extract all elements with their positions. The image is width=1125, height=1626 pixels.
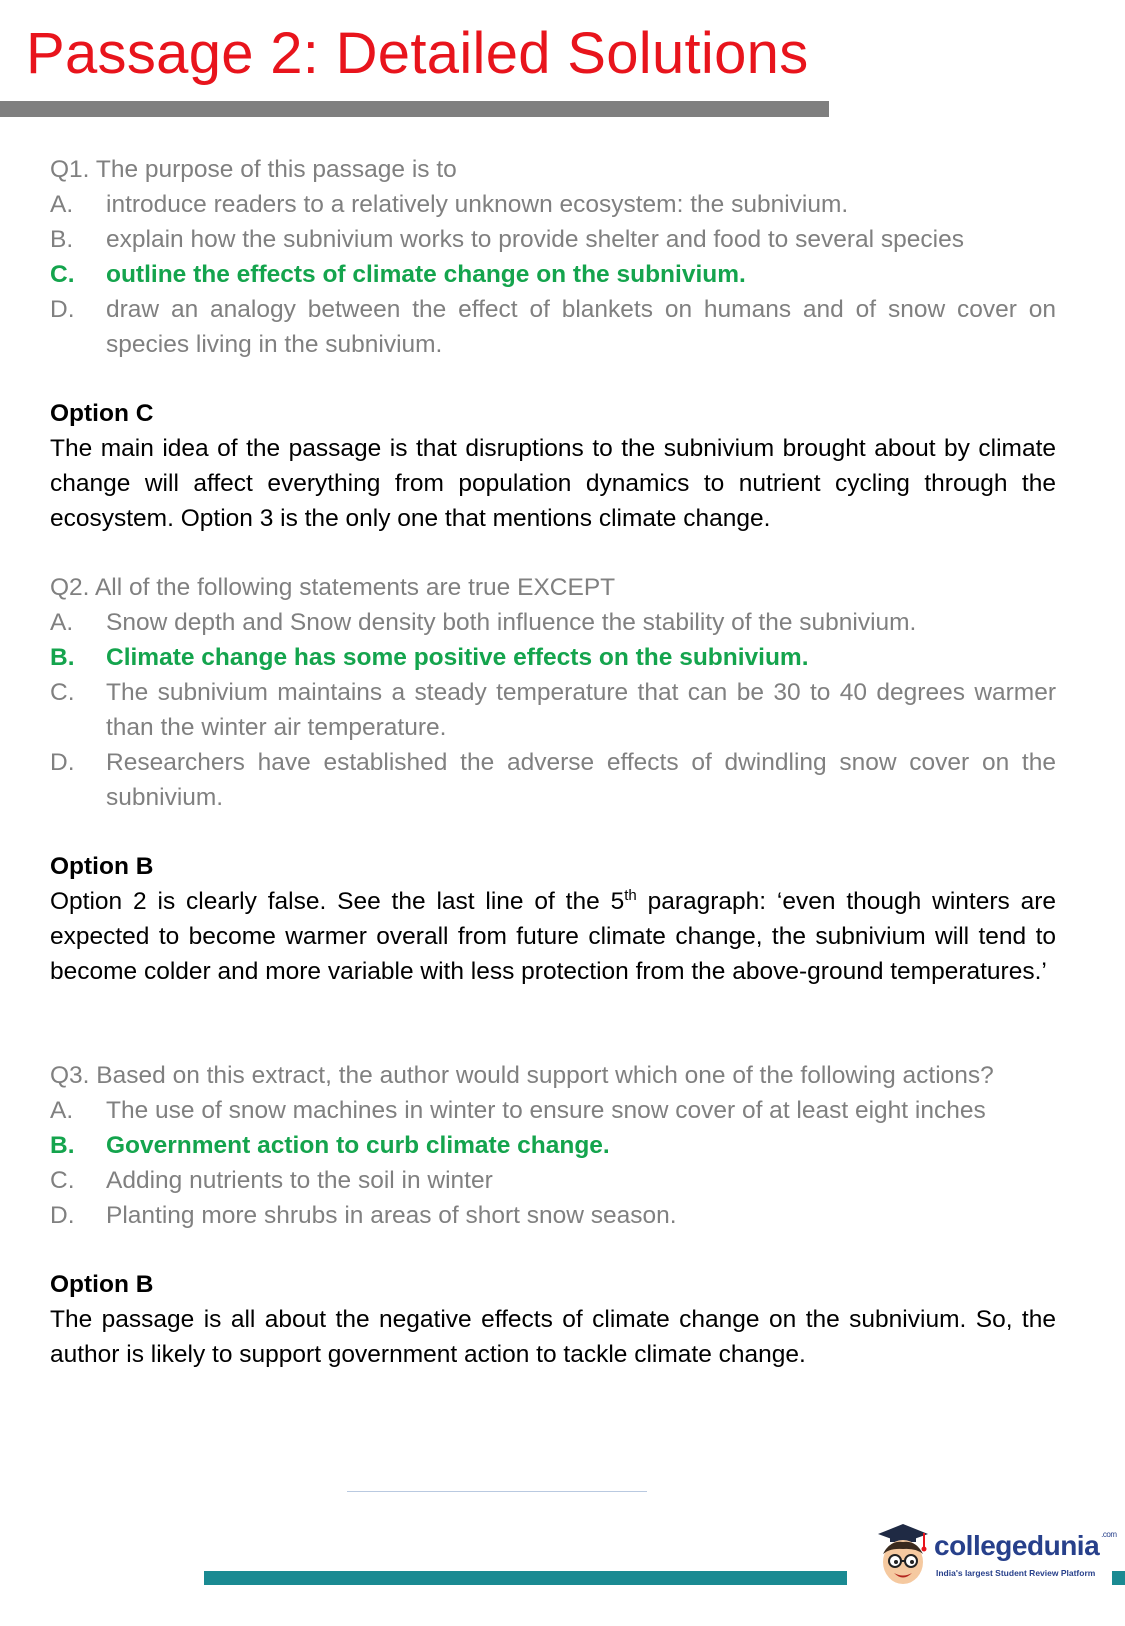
option-text: Adding nutrients to the soil in winter (106, 1167, 493, 1194)
option-a (50, 1093, 1056, 1128)
answer-explanation (50, 884, 1056, 989)
question-block-1 (50, 152, 1056, 536)
option-d (50, 745, 1056, 815)
option-text: introduce readers to a relatively unknown ecosystem: the subnivium. (106, 191, 849, 218)
option-text: The subnivium maintains a steady temperature that can be 30 to 40 degrees warmer than the winter air temperature. (106, 679, 1056, 741)
option-label: B. (50, 644, 75, 671)
answer-explanation: The passage is all about the negative effects of climate change on the subnivium. So, the author is likely to support government action to tackle climate change. (50, 1306, 1056, 1368)
brand-suffix: .com (1101, 1530, 1117, 1539)
option-label: A. (50, 191, 74, 218)
option-text: outline the effects of climate change on the subnivium. (106, 261, 746, 288)
explanation-text: Option 2 is clearly false. See the last line of the 5 (50, 888, 625, 915)
option-text: Snow depth and Snow density both influence the stability of the subnivium. (106, 609, 917, 636)
option-text: Government action to curb climate change. (106, 1132, 610, 1159)
brand-text: collegedunia (934, 1530, 1100, 1561)
footer-accent-bar-end (1112, 1571, 1125, 1585)
answer-heading: Option B (50, 853, 154, 880)
option-label: C. (50, 679, 75, 706)
student-mascot-icon (872, 1518, 934, 1593)
brand-tagline: India's largest Student Review Platform (936, 1568, 1096, 1578)
collegedunia-logo[interactable] (872, 1518, 1117, 1593)
answer-heading: Option B (50, 1271, 154, 1298)
option-text: The use of snow machines in winter to ensure snow cover of at least eight inches (106, 1097, 986, 1124)
option-label: D. (50, 296, 75, 323)
option-b-correct (50, 1128, 1056, 1163)
option-text: Climate change has some positive effects on the subnivium. (106, 644, 809, 671)
ordinal-suffix: th (624, 887, 637, 904)
option-label: B. (50, 1132, 75, 1159)
option-c (50, 1163, 1056, 1198)
question-text: Q1. The purpose of this passage is to (50, 156, 457, 183)
option-label: A. (50, 609, 74, 636)
solutions-content (50, 152, 1056, 1372)
option-c-correct (50, 257, 1056, 292)
question-text: Q2. All of the following statements are true EXCEPT (50, 574, 616, 601)
title-underline-bar (0, 101, 829, 117)
option-label: B. (50, 226, 74, 253)
explanation-text: paragraph: ‘even though winters are expected to become warmer overall from future climate change, the subnivium will tend to become colder and more variable with less protection from the above-ground temperatures.’ (50, 888, 1056, 985)
option-a (50, 605, 1056, 640)
option-d (50, 1198, 1056, 1233)
answer-explanation: The main idea of the passage is that disruptions to the subnivium brought about by climate change will affect everything from population dynamics to nutrient cycling through the ecosystem. Option 3 is the only one that mentions climate change. (50, 435, 1056, 532)
option-b (50, 222, 1056, 257)
option-label: D. (50, 1202, 75, 1229)
option-label: C. (50, 261, 75, 288)
option-d (50, 292, 1056, 362)
option-text: draw an analogy between the effect of blankets on humans and of snow cover on species living in the subnivium. (106, 296, 1056, 358)
divider-line (347, 1491, 647, 1492)
brand-name (934, 1530, 1117, 1562)
page-title: Passage 2: Detailed Solutions (26, 21, 809, 86)
option-b-correct (50, 640, 1056, 675)
option-label: D. (50, 749, 75, 776)
question-text: Q3. Based on this extract, the author would support which one of the following actions? (50, 1062, 994, 1089)
option-label: C. (50, 1167, 75, 1194)
option-text: explain how the subnivium works to provide shelter and food to several species (106, 226, 964, 253)
footer-accent-bar (204, 1571, 847, 1585)
question-block-2 (50, 570, 1056, 989)
option-text: Researchers have established the adverse effects of dwindling snow cover on the subnivium. (106, 749, 1056, 811)
question-block-3 (50, 1058, 1056, 1372)
answer-heading: Option C (50, 400, 154, 427)
option-c (50, 675, 1056, 745)
option-label: A. (50, 1097, 74, 1124)
option-a (50, 187, 1056, 222)
option-text: Planting more shrubs in areas of short snow season. (106, 1202, 677, 1229)
